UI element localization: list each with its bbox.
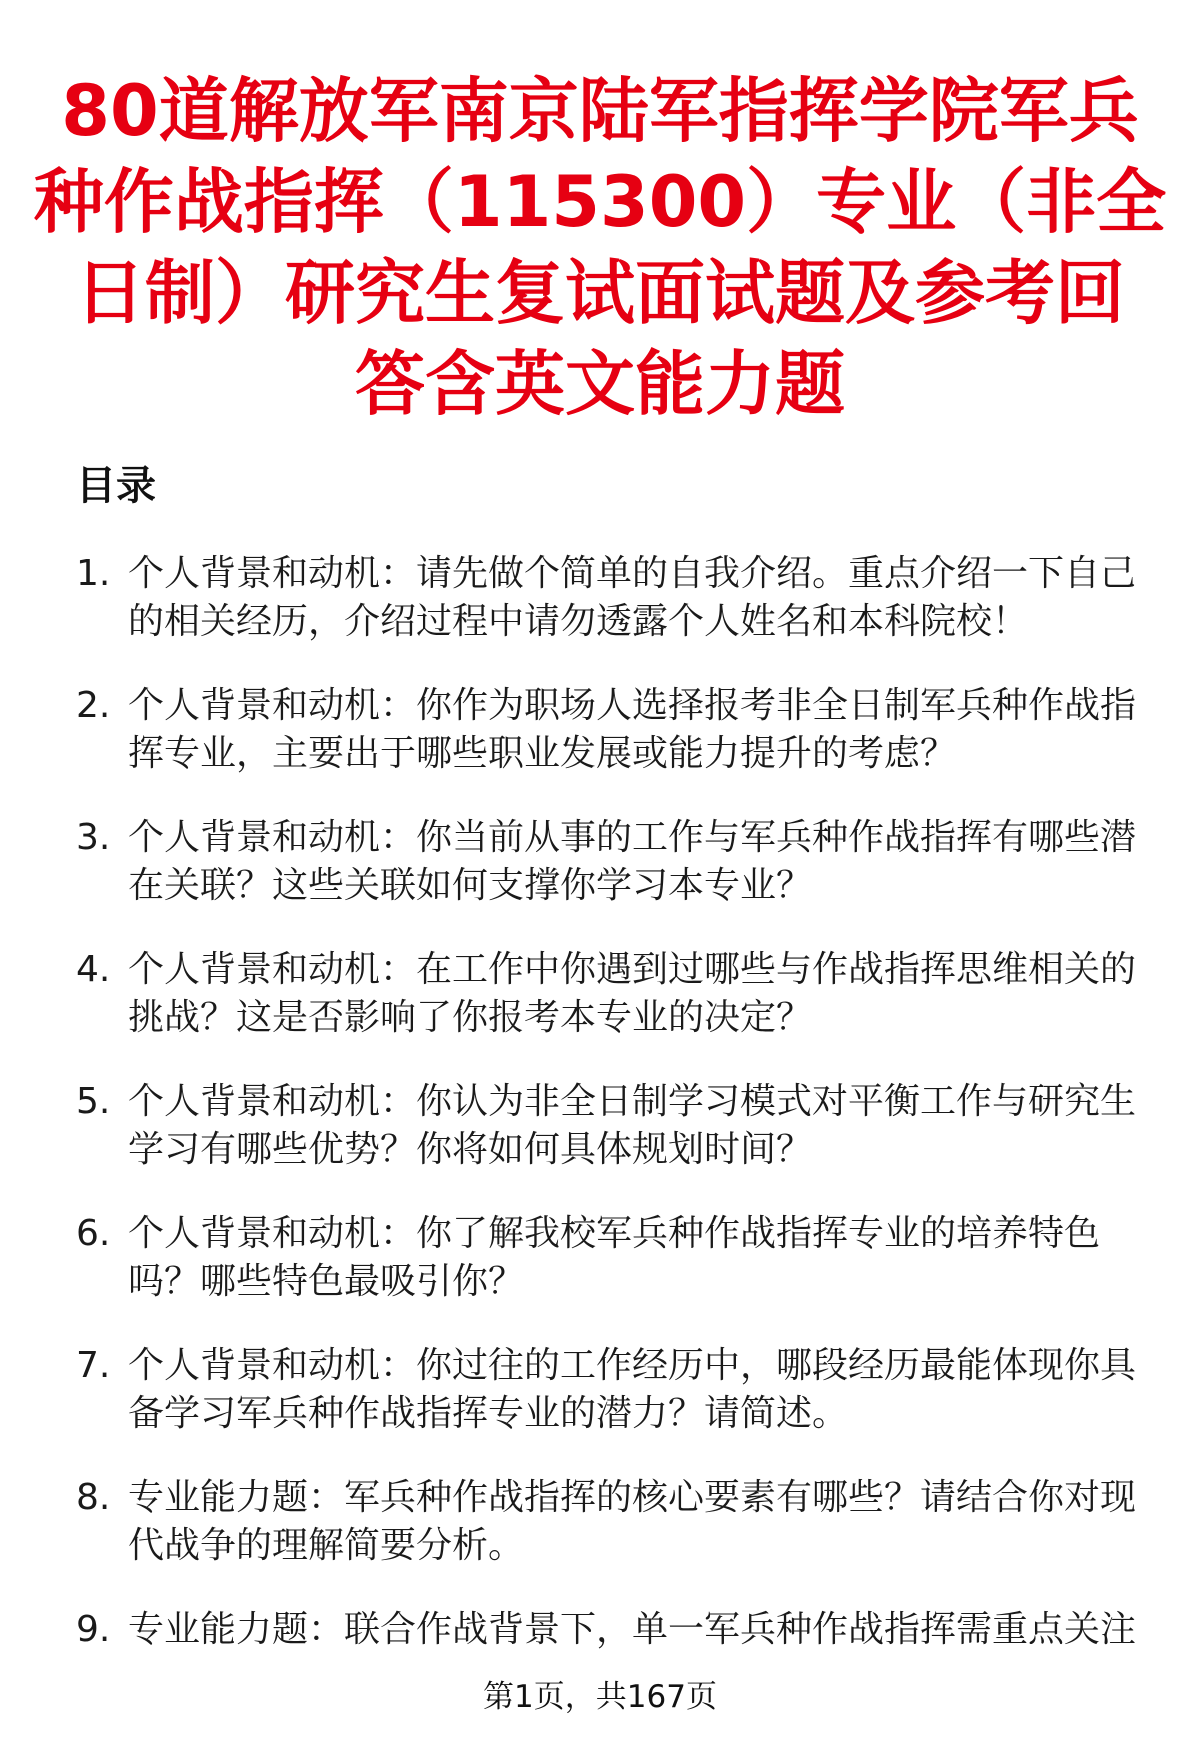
list-item [76, 1474, 1146, 1570]
item-text: 个人背景和动机：你当前从事的工作与军兵种作战指挥有哪些潜在关联？这些关联如何支撑你学习本专业？ [128, 817, 1137, 906]
document-title [0, 66, 1200, 430]
list-item [76, 814, 1146, 910]
item-number: 9. [76, 1609, 111, 1650]
item-number: 7. [76, 1345, 111, 1386]
list-item [76, 1078, 1146, 1174]
item-number: 3. [76, 817, 111, 858]
toc-list [76, 550, 1146, 1690]
item-number: 2. [76, 685, 111, 726]
list-item [76, 946, 1146, 1042]
page-number-footer: 第1页，共167页 [483, 1679, 717, 1715]
item-text: 专业能力题：军兵种作战指挥的核心要素有哪些？请结合你对现代战争的理解简要分析。 [128, 1477, 1137, 1566]
title-line: 答含英文能力题 [355, 343, 845, 425]
title-line: 种作战指挥（115300）专业（非全 [33, 161, 1167, 243]
item-number: 6. [76, 1213, 111, 1254]
item-number: 1. [76, 553, 111, 594]
item-text: 个人背景和动机：你认为非全日制学习模式对平衡工作与研究生学习有哪些优势？你将如何具体规划时间？ [128, 1081, 1137, 1170]
list-item [76, 1210, 1146, 1306]
list-item [76, 550, 1146, 646]
item-text: 个人背景和动机：你了解我校军兵种作战指挥专业的培养特色吗？哪些特色最吸引你？ [128, 1213, 1101, 1302]
item-number: 8. [76, 1477, 111, 1518]
item-number: 4. [76, 949, 111, 990]
list-item [76, 1606, 1146, 1654]
item-text: 个人背景和动机：在工作中你遇到过哪些与作战指挥思维相关的挑战？这是否影响了你报考本专业的决定？ [128, 949, 1137, 1038]
title-line: 日制）研究生复试面试题及参考回 [75, 252, 1125, 334]
item-number: 5. [76, 1081, 111, 1122]
list-item [76, 682, 1146, 778]
item-text: 个人背景和动机：你作为职场人选择报考非全日制军兵种作战指挥专业，主要出于哪些职业发展或能力提升的考虑？ [128, 685, 1137, 774]
toc-heading: 目录 [76, 463, 156, 509]
item-text: 专业能力题：联合作战背景下，单一军兵种作战指挥需重点关注 [128, 1609, 1137, 1650]
item-text: 个人背景和动机：你过往的工作经历中，哪段经历最能体现你具备学习军兵种作战指挥专业的潜力？请简述。 [128, 1345, 1137, 1434]
item-text: 个人背景和动机：请先做个简单的自我介绍。重点介绍一下自己的相关经历，介绍过程中请勿透露个人姓名和本科院校！ [128, 553, 1137, 642]
title-line: 80道解放军南京陆军指挥学院军兵 [61, 70, 1139, 152]
list-item [76, 1342, 1146, 1438]
